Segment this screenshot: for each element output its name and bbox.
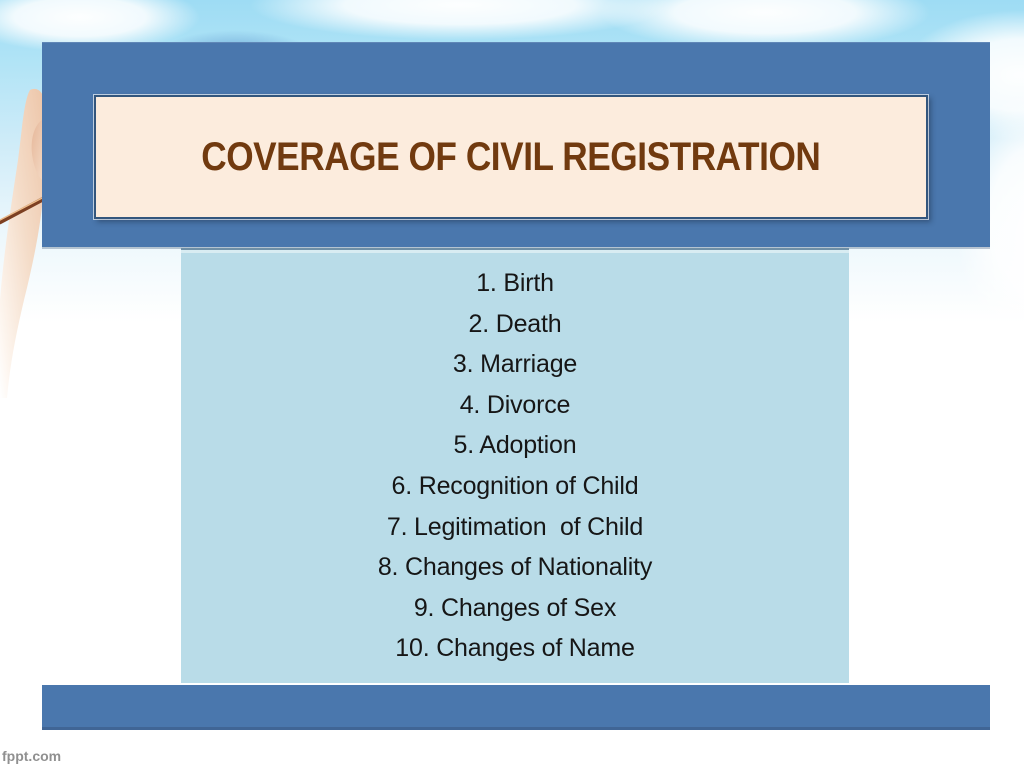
coverage-list-panel [181,248,849,683]
title-box [94,95,928,219]
list-item: 4. Divorce [459,390,571,419]
list-item: 5. Adoption [453,431,577,460]
cloud [250,0,670,40]
list-item: 8. Changes of Nationality [377,553,653,582]
list-item: 9. Changes of Sex [413,593,617,622]
bottom-accent-bar [42,685,990,730]
coverage-list [181,250,849,669]
list-item: 10. Changes of Name [395,634,635,663]
list-item: 1. Birth [476,269,554,297]
list-item: 6. Recognition of Child [391,471,639,500]
list-item: 3. Marriage [452,350,578,379]
watermark-text: fppt.com [2,748,62,764]
title-banner [42,42,990,247]
list-item: 2. Death [468,309,562,338]
slide-title: COVERAGE OF CIVIL REGISTRATION [201,134,821,179]
list-item: 7. Legitimation of Child [386,512,644,541]
